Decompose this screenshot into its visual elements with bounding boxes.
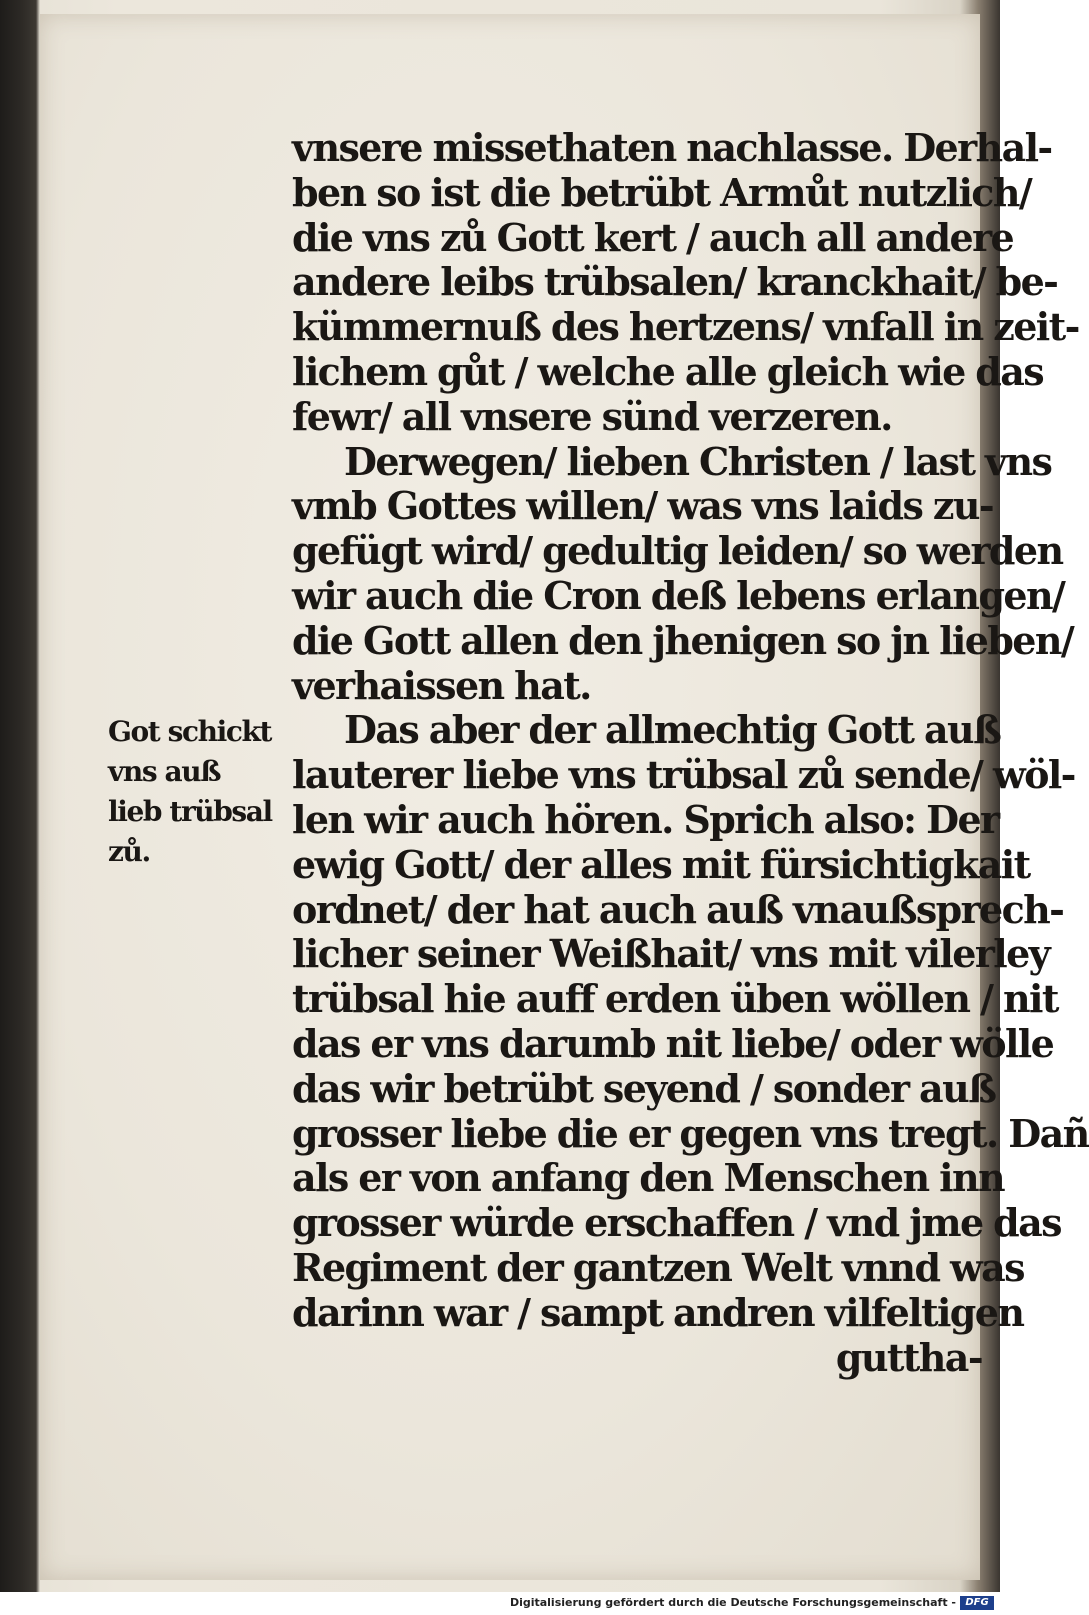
text-line: kümmernuß des hertzens/ vnfall in zeit-	[292, 304, 1079, 350]
text-line: ewig Gott/ der alles mit fürsichtigkait	[292, 841, 1030, 887]
text-line: andere leibs trübsalen/ kranckhait/ be-	[292, 259, 1058, 305]
text-line: Regiment der gantzen Welt vnnd was	[292, 1244, 1024, 1290]
text-line: das wir betrübt seyend / sonder auß	[292, 1065, 996, 1111]
text-line: grosser liebe die er gegen vns tregt. Dañ	[292, 1110, 1089, 1156]
marginal-line: zů.	[108, 835, 150, 868]
footer-bar	[0, 1592, 1000, 1615]
text-line: gefügt wird/ gedultig leiden/ so werden	[292, 528, 1063, 574]
text-line: als er von anfang den Menschen inn	[292, 1155, 1004, 1201]
text-line: licher seiner Weißhait/ vns mit vilerley	[292, 931, 1050, 977]
text-line: die Gott allen den jhenigen so jn lieben/	[292, 617, 1074, 663]
catchword: guttha-	[835, 1334, 982, 1380]
text-line: darinn war / sampt andren vilfeltigen	[292, 1289, 1024, 1335]
main-text-block	[292, 125, 1089, 1380]
text-line: trübsal hie auff erden üben wöllen / nit	[292, 976, 1058, 1022]
funding-notice: Digitalisierung gefördert durch die Deutsche Forschungsgemeinschaft -	[509, 1596, 956, 1609]
text-line: die vns zů Gott kert / auch all andere	[292, 214, 1014, 260]
marginal-line: lieb trübsal	[108, 795, 272, 828]
text-line: grosser würde erschaffen / vnd jme das	[292, 1200, 1061, 1246]
text-line: das er vns darumb nit liebe/ oder wölle	[292, 1020, 1054, 1066]
text-line: Das aber der allmechtig Gott auß	[344, 707, 1001, 753]
text-line: fewr/ all vnsere sünd verzeren.	[292, 393, 892, 439]
text-line: ordnet/ der hat auch auß vnaußsprech-	[292, 886, 1064, 932]
text-line: lauterer liebe vns trübsal zů sende/ wöl-	[292, 752, 1075, 798]
text-line: verhaissen hat.	[292, 662, 591, 708]
text-line: vnsere missethaten nachlasse. Derhal-	[292, 125, 1052, 170]
text-line: ben so ist die betrübt Armůt nutzlich/	[292, 169, 1032, 215]
text-line: vmb Gottes willen/ was vns laids zu-	[292, 483, 994, 529]
marginal-line: Got schickt	[108, 715, 272, 748]
marginal-note	[108, 712, 288, 872]
marginal-line: vns auß	[108, 755, 221, 788]
text-line: Derwegen/ lieben Christen / last vns	[344, 438, 1052, 484]
text-line: len wir auch hören. Sprich also: Der	[292, 796, 999, 842]
text-line: wir auch die Cron deß lebens erlangen/	[292, 572, 1065, 618]
text-line: lichem gůt / welche alle gleich wie das	[292, 348, 1044, 394]
dfg-logo: DFG	[960, 1596, 994, 1610]
